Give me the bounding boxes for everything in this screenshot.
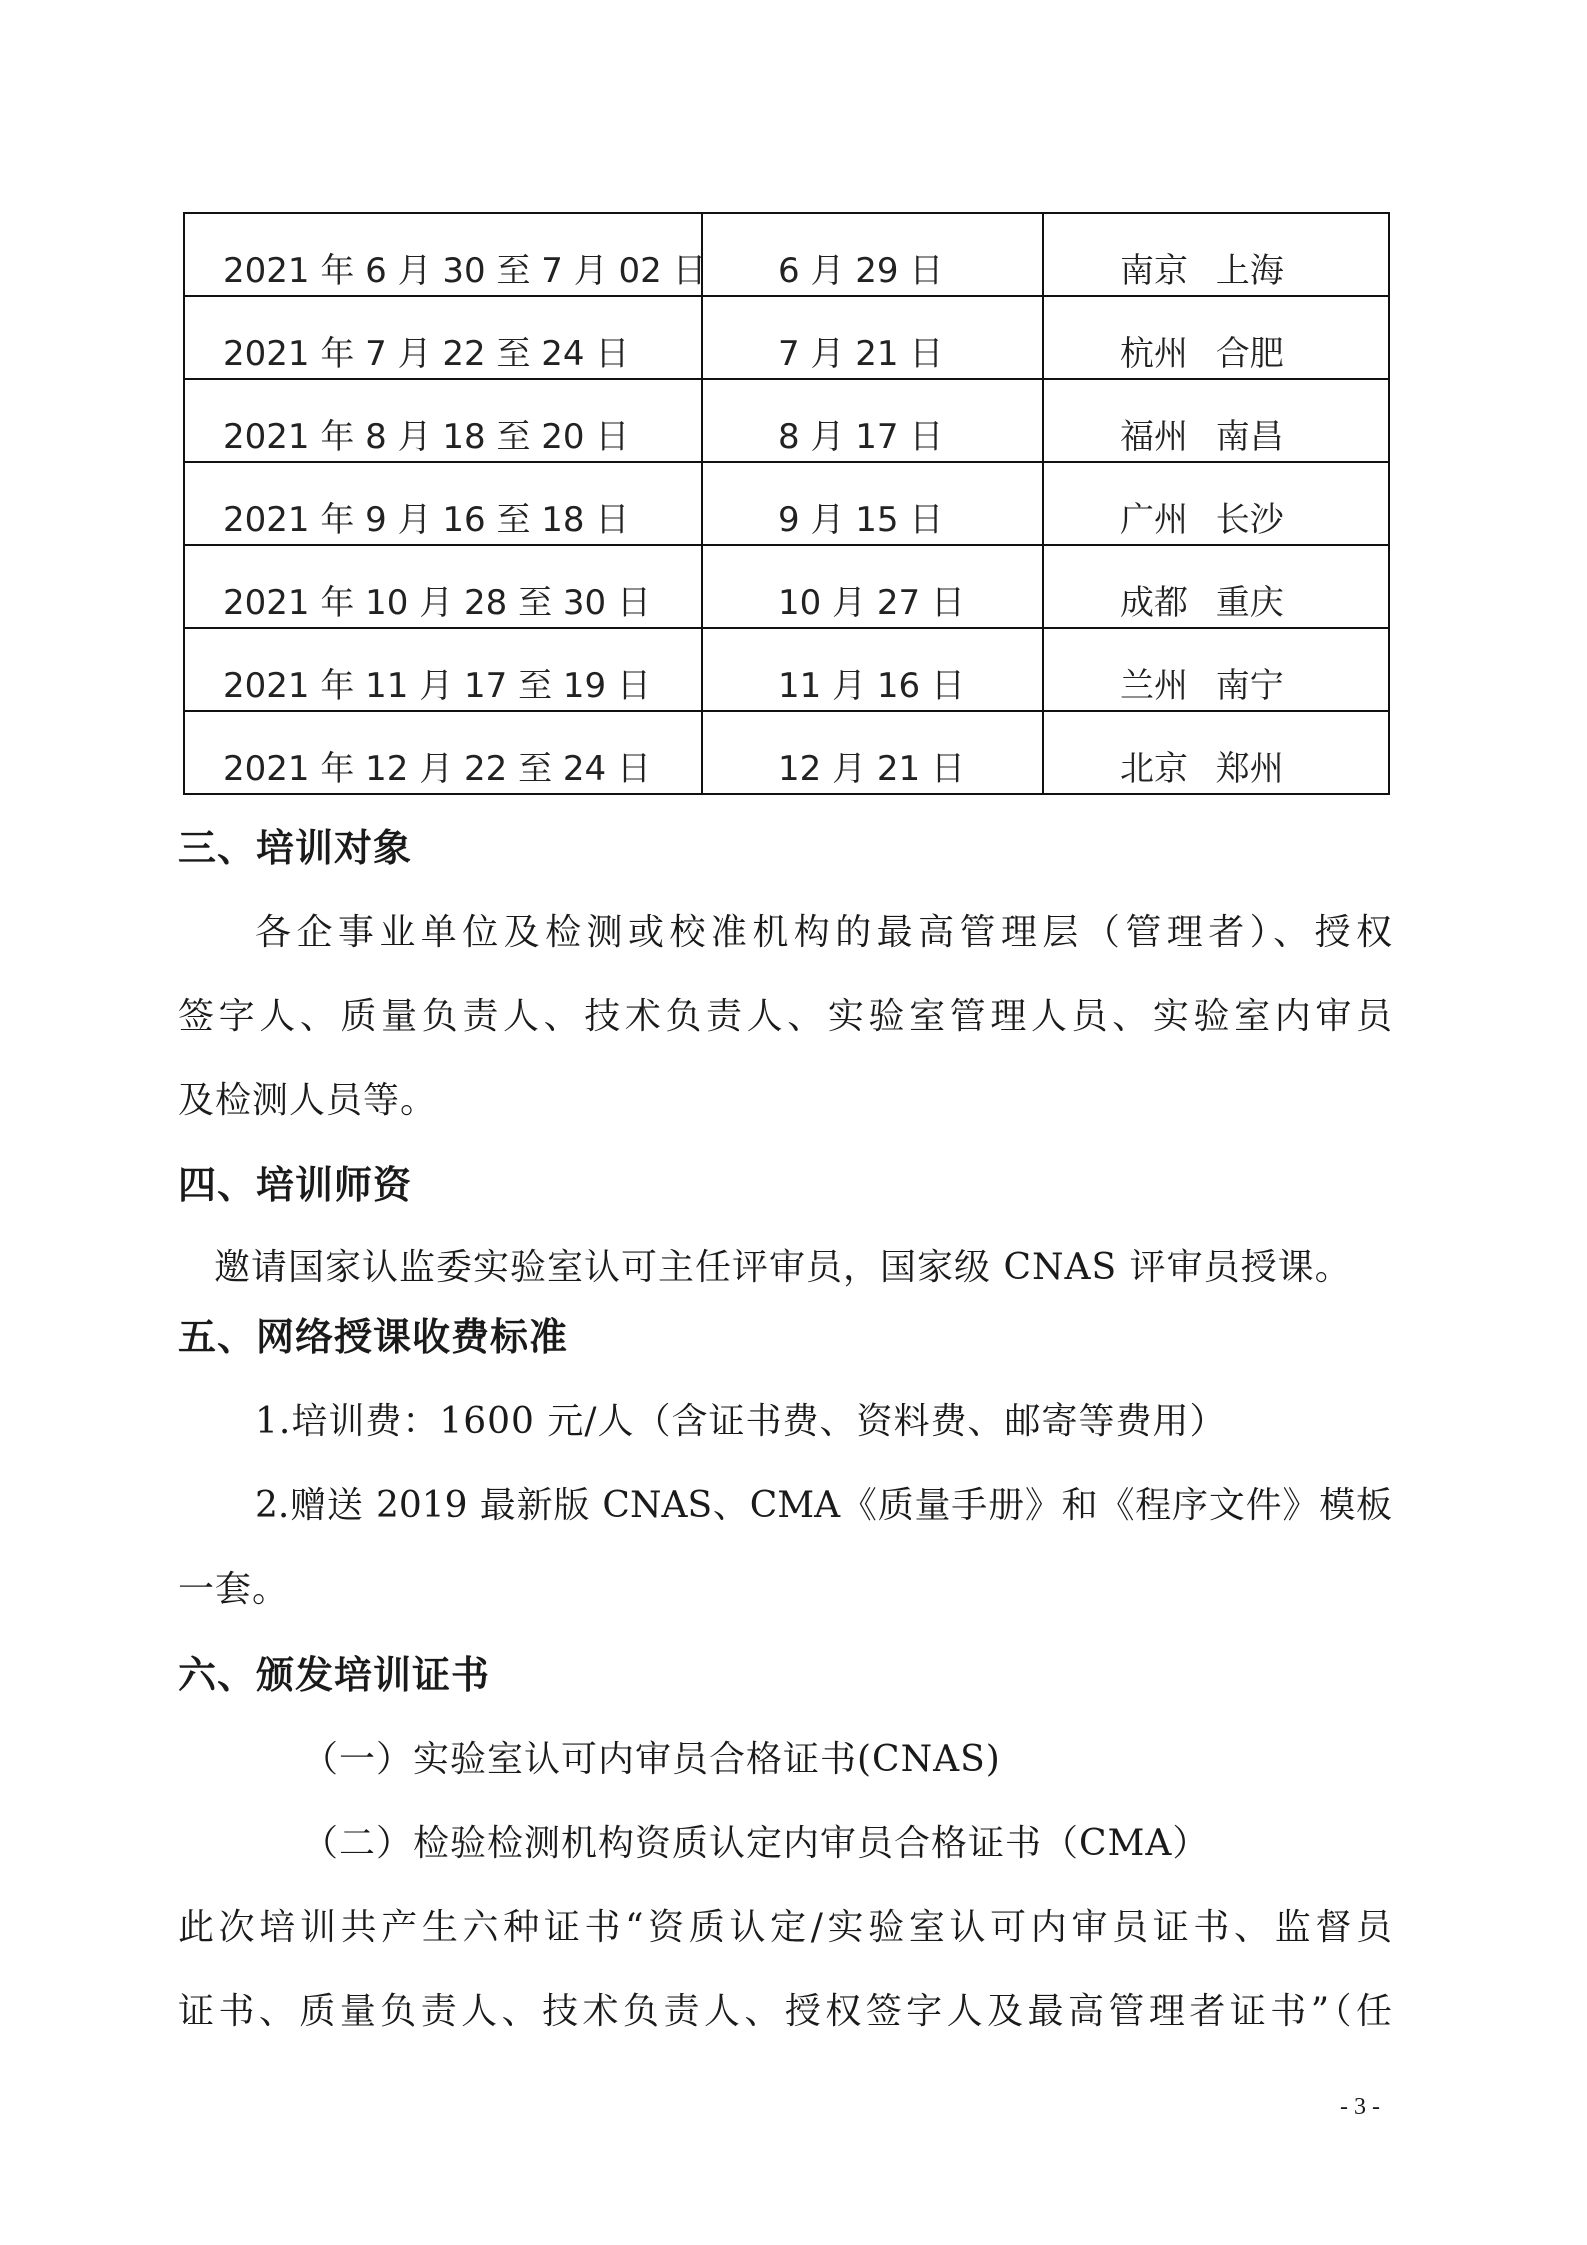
city-cell — [1043, 628, 1389, 711]
cities: 北京 郑州 — [1120, 749, 1284, 789]
paragraph-line: 及检测人员等。 — [178, 1080, 438, 1121]
city-cell — [1043, 545, 1389, 628]
training-dates-cell — [184, 628, 702, 711]
training-dates-cell — [184, 545, 702, 628]
city-cell — [1043, 296, 1389, 379]
section-heading-certificates: 六、颁发培训证书 — [178, 1652, 491, 1697]
schedule-body — [184, 213, 1389, 794]
cities: 杭州 合肥 — [1120, 334, 1284, 374]
report-date: 8 月 17 日 — [778, 417, 944, 457]
report-date: 7 月 21 日 — [778, 334, 944, 374]
page-number: - 3 - — [1340, 2094, 1380, 2120]
cities: 福州 南昌 — [1120, 417, 1284, 457]
table-row — [184, 545, 1389, 628]
fee-item-2-continued: 一套。 — [178, 1569, 290, 1610]
fee-item-1: 1.培训费：1600 元/人（含证书费、资料费、邮寄等费用） — [255, 1401, 1227, 1442]
schedule-table — [183, 212, 1390, 795]
paragraph-line: 此次培训共产生六种证书“资质认定/实验室认可内审员证书、监督员 — [178, 1907, 1392, 1948]
training-dates: 2021 年 7 月 22 至 24 日 — [223, 334, 630, 374]
city-cell — [1043, 379, 1389, 462]
paragraph-line: 签字人、质量负责人、技术负责人、实验室管理人员、实验室内审员 — [178, 996, 1392, 1037]
training-dates-cell — [184, 379, 702, 462]
training-dates-cell — [184, 296, 702, 379]
training-dates-cell — [184, 462, 702, 545]
training-dates-cell — [184, 213, 707, 296]
table-row — [184, 296, 1389, 379]
table-row — [184, 628, 1389, 711]
training-dates: 2021 年 10 月 28 至 30 日 — [223, 583, 651, 623]
city-cell — [1043, 462, 1389, 545]
cities: 兰州 南宁 — [1120, 666, 1284, 706]
paragraph-line: 证书、质量负责人、技术负责人、授权签字人及最高管理者证书”（任 — [178, 1991, 1392, 2032]
report-date-cell — [702, 711, 1043, 794]
instructors-text: 邀请国家认监委实验室认可主任评审员，国家级 CNAS 评审员授课。 — [214, 1247, 1352, 1288]
section-heading-fees: 五、网络授课收费标准 — [178, 1314, 569, 1359]
section-heading-instructors: 四、培训师资 — [178, 1162, 413, 1207]
cities: 南京 上海 — [1120, 251, 1284, 291]
report-date-cell — [702, 628, 1043, 711]
report-date: 10 月 27 日 — [778, 583, 965, 623]
table-row — [184, 379, 1389, 462]
training-dates: 2021 年 6 月 30 至 7 月 02 日 — [223, 251, 707, 291]
report-date-cell — [702, 379, 1043, 462]
report-date: 6 月 29 日 — [778, 251, 944, 291]
city-cell — [1043, 711, 1389, 794]
table-row — [184, 462, 1389, 545]
cities: 成都 重庆 — [1120, 583, 1284, 623]
report-date: 11 月 16 日 — [778, 666, 965, 706]
city-cell — [1043, 213, 1389, 296]
report-date: 12 月 21 日 — [778, 749, 965, 789]
report-date-cell — [702, 462, 1043, 545]
section-heading-training-target: 三、培训对象 — [178, 825, 413, 870]
cities: 广州 长沙 — [1120, 500, 1284, 540]
report-date: 9 月 15 日 — [778, 500, 944, 540]
training-dates: 2021 年 8 月 18 至 20 日 — [223, 417, 630, 457]
table-row — [184, 711, 1389, 794]
paragraph-line: 各企事业单位及检测或校准机构的最高管理层（管理者）、授权 — [255, 912, 1392, 953]
report-date-cell — [702, 213, 1043, 296]
certificate-item-1: （一）实验室认可内审员合格证书(CNAS) — [302, 1739, 1001, 1780]
table-row — [184, 213, 1389, 296]
report-date-cell — [702, 296, 1043, 379]
report-date-cell — [702, 545, 1043, 628]
fee-item-2: 2.赠送 2019 最新版 CNAS、CMA《质量手册》和《程序文件》模板 — [255, 1485, 1392, 1526]
training-dates-cell — [184, 711, 702, 794]
training-dates: 2021 年 11 月 17 至 19 日 — [223, 666, 651, 706]
certificate-item-2: （二）检验检测机构资质认定内审员合格证书（CMA） — [302, 1823, 1210, 1864]
training-dates: 2021 年 12 月 22 至 24 日 — [223, 749, 651, 789]
training-dates: 2021 年 9 月 16 至 18 日 — [223, 500, 630, 540]
